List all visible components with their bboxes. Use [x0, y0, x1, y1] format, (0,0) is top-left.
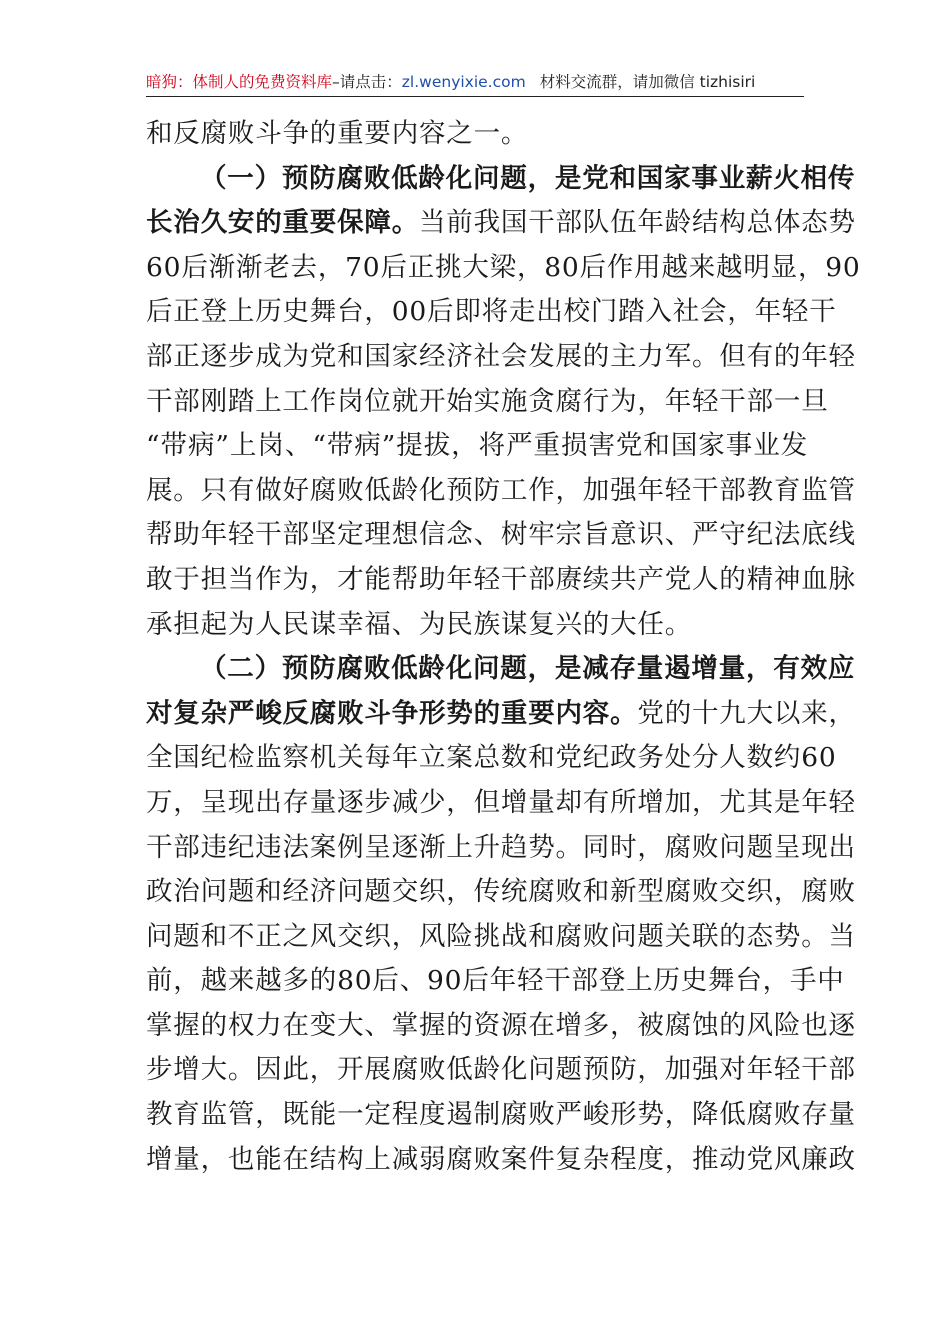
- header-url-link[interactable]: zl.wenyixie.com: [401, 73, 526, 91]
- section-heading-line: （一）预防腐败低龄化问题，是党和国家事业薪火相传: [200, 162, 856, 194]
- text-line: 敢于担当作为，才能帮助年轻干部赓续共产党人的精神血脉: [146, 563, 856, 595]
- text-line: 掌握的权力在变大、掌握的资源在增多，被腐蚀的风险也逐: [146, 1009, 856, 1041]
- document-body: [146, 112, 861, 1182]
- section-heading-line: （二）预防腐败低龄化问题，是减存量遏增量，有效应: [200, 653, 856, 685]
- text-line: 展。只有做好腐败低龄化预防工作，加强年轻干部教育监管: [146, 474, 856, 506]
- text-line: 前，越来越多的80后、90后年轻干部登上历史舞台，手中: [146, 965, 845, 997]
- text-line: 万，呈现出存量逐步减少，但增量却有所增加，尤其是年轻: [146, 786, 856, 818]
- text-line: 步增大。因此，开展腐败低龄化问题预防，加强对年轻干部: [146, 1054, 856, 1086]
- text-line: 增量，也能在结构上减弱腐败案件复杂程度，推动党风廉政: [146, 1143, 856, 1175]
- text-line: 问题和不正之风交织，风险挑战和腐败问题关联的态势。当: [146, 920, 856, 952]
- text-line: 干部刚踏上工作岗位就开始实施贪腐行为，年轻干部一旦: [146, 385, 829, 417]
- text-line: 和反腐败斗争的重要内容之一。: [146, 118, 529, 149]
- header-brand[interactable]: 暗狗：体制人的免费资料库: [146, 73, 333, 91]
- text-line: 教育监管，既能一定程度遏制腐败严峻形势，降低腐败存量: [146, 1099, 856, 1131]
- text-line: 长治久安的重要保障。当前我国干部队伍年龄结构总体态势: [146, 207, 856, 239]
- text-line: 帮助年轻干部坚定理想信念、树牢宗旨意识、严守纪法底线: [146, 519, 856, 551]
- header-group-note: 材料交流群，请加微信 tizhisiri: [539, 73, 756, 91]
- text-line: 承担起为人民谋幸福、为民族谋复兴的大任。: [146, 608, 692, 640]
- header-click-label: –请点击：: [332, 73, 402, 91]
- text-line: 全国纪检监察机关每年立案总数和党纪政务处分人数约60: [146, 742, 837, 774]
- header-divider: [146, 96, 804, 97]
- text-line: “带病”上岗、“带病”提拔，将严重损害党和国家事业发: [146, 430, 808, 462]
- text-line: 后正登上历史舞台，00后即将走出校门踏入社会，年轻干: [146, 296, 837, 328]
- text-line: 60后渐渐老去，70后正挑大梁，80后作用越来越明显，90: [146, 251, 861, 283]
- text-line: 政治问题和经济问题交织，传统腐败和新型腐败交织，腐败: [146, 876, 856, 908]
- text-line: 干部违纪违法案例呈逐渐上升趋势。同时，腐败问题呈现出: [146, 831, 856, 863]
- document-header: [146, 68, 804, 96]
- text-line: 对复杂严峻反腐败斗争形势的重要内容。党的十九大以来，: [146, 697, 856, 729]
- text-line: 部正逐步成为党和国家经济社会发展的主力军。但有的年轻: [146, 340, 856, 372]
